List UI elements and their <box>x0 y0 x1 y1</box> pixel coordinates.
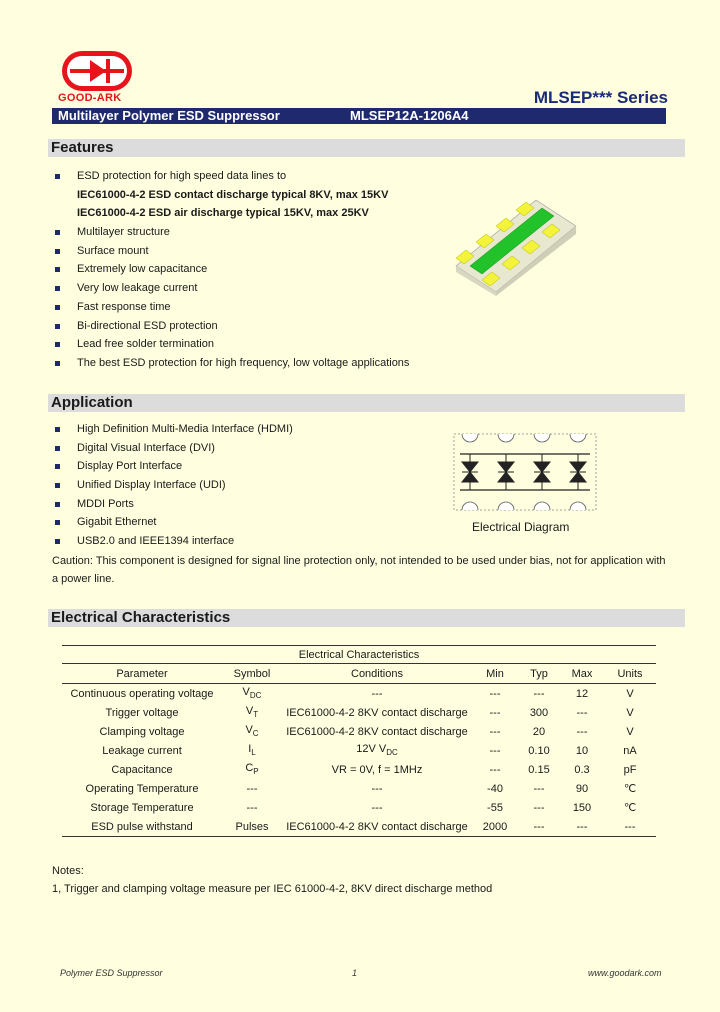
part-number: MLSEP12A-1206A4 <box>350 108 469 123</box>
table-cell: --- <box>489 706 501 719</box>
table-cell: V <box>626 687 634 700</box>
table-cell: 12 <box>575 687 589 700</box>
table-cell: IEC61000-4-2 8KV contact discharge <box>286 706 468 719</box>
bullet-icon <box>55 361 60 366</box>
table-cell: Continuous operating voltage <box>70 687 214 700</box>
footer-right: www.goodark.com <box>588 968 662 978</box>
feature-item: Surface mount <box>52 242 409 261</box>
table-row <box>62 703 656 722</box>
table-cell: --- <box>604 817 656 837</box>
table-cell: 12V $V_{DC}$ <box>356 743 398 758</box>
bullet-icon <box>55 249 60 254</box>
column-header: Symbol <box>222 664 282 684</box>
application-item: Unified Display Interface (UDI) <box>52 476 293 495</box>
table-caption: Electrical Characteristics <box>62 646 656 664</box>
column-header: Conditions <box>282 664 472 684</box>
table-cell: --- <box>576 706 588 719</box>
feature-item: IEC61000-4-2 ESD contact discharge typical 8KV, max 15KV <box>77 188 389 201</box>
table-cell: --- <box>371 801 383 814</box>
application-item: MDDI Ports <box>52 495 293 514</box>
feature-item: Very low leakage current <box>52 279 409 298</box>
feature-item: Multilayer structure <box>52 223 409 242</box>
table-cell: Trigger voltage <box>105 706 179 719</box>
feature-item: The best ESD protection for high frequency, low voltage applications <box>52 354 409 373</box>
bullet-icon <box>55 305 60 310</box>
electrical-diagram <box>452 432 598 512</box>
table-cell: --- <box>518 817 560 837</box>
column-header: Max <box>560 664 604 684</box>
table-cell: V <box>626 706 634 719</box>
table-cell: $V_{DC}$ <box>242 686 262 701</box>
table-cell: --- <box>371 687 383 700</box>
caution-text: Caution: This component is designed for signal line protection only, not intended to be used under bias, not for application with a power line. <box>52 555 666 585</box>
feature-item: IEC61000-4-2 ESD air discharge typical 15KV, max 25KV <box>77 207 369 220</box>
table-row <box>62 779 656 798</box>
bullet-icon <box>55 464 60 469</box>
table-cell: Pulses <box>222 817 282 837</box>
table-cell: --- <box>533 782 545 795</box>
features-heading: Features <box>48 139 685 157</box>
table-cell: $V_C$ <box>245 724 259 739</box>
table-cell: Storage Temperature <box>90 801 194 814</box>
column-header: Parameter <box>62 664 222 684</box>
feature-item: Extremely low capacitance <box>52 260 409 279</box>
table-cell: --- <box>533 801 545 814</box>
table-cell: IEC61000-4-2 8KV contact discharge <box>286 725 468 738</box>
logo-text: GOOD-ARK <box>58 92 122 104</box>
table-cell: ESD pulse withstand <box>62 817 222 837</box>
title-bar <box>52 108 666 124</box>
table-cell: --- <box>489 763 501 776</box>
application-list <box>52 420 293 551</box>
notes-heading: Notes: <box>52 865 84 877</box>
table-cell: --- <box>560 817 604 837</box>
application-item: Digital Visual Interface (DVI) <box>52 439 293 458</box>
table-cell: -40 <box>487 782 503 795</box>
series-title: MLSEP*** Series <box>533 88 668 107</box>
table-cell: V <box>626 725 634 738</box>
features-list <box>52 167 409 373</box>
table-cell: Operating Temperature <box>85 782 199 795</box>
table-row <box>62 798 656 817</box>
table-cell: 0.15 <box>528 763 550 776</box>
bullet-icon <box>55 174 60 179</box>
column-header: Min <box>472 664 518 684</box>
bullet-icon <box>55 539 60 544</box>
notes <box>52 862 492 898</box>
bullet-icon <box>55 427 60 432</box>
table-cell: Clamping voltage <box>99 725 185 738</box>
footer-page: 1 <box>352 968 358 978</box>
note-item: 1, Trigger and clamping voltage measure per IEC 61000-4-2, 8KV direct discharge method <box>52 883 493 895</box>
feature-item: Bi-directional ESD protection <box>52 317 409 336</box>
application-heading: Application <box>48 394 685 412</box>
table-cell: 90 <box>575 782 589 795</box>
table-cell: 300 <box>529 706 549 719</box>
electrical-heading: Electrical Characteristics <box>48 609 685 627</box>
feature-item: ESD protection for high speed data lines to <box>52 167 409 186</box>
bullet-icon <box>55 446 60 451</box>
table-cell: VR = 0V, f = 1MHz <box>331 763 423 776</box>
table-cell: -55 <box>487 801 503 814</box>
table-cell: --- <box>489 687 501 700</box>
table-header-row <box>62 664 656 684</box>
table-cell: 20 <box>532 725 546 738</box>
diagram-caption: Electrical Diagram <box>472 520 570 534</box>
feature-item: Fast response time <box>52 298 409 317</box>
table-cell: --- <box>489 725 501 738</box>
bullet-icon <box>55 286 60 291</box>
bullet-icon <box>55 483 60 488</box>
table-row <box>62 741 656 760</box>
table-cell: --- <box>246 801 258 814</box>
product-title: Multilayer Polymer ESD Suppressor <box>58 108 280 123</box>
table-cell: $C_P$ <box>245 762 259 777</box>
table-cell: Capacitance <box>111 763 173 776</box>
table-cell: 2000 <box>472 817 518 837</box>
table-cell: --- <box>489 744 501 757</box>
column-header: Typ <box>518 664 560 684</box>
table-cell: ℃ <box>623 783 637 795</box>
table-cell: 0.10 <box>528 744 550 757</box>
table-cell: nA <box>623 744 637 757</box>
application-item: High Definition Multi-Media Interface (HDMI) <box>52 420 293 439</box>
table-cell: --- <box>371 782 383 795</box>
table-cell: IEC61000-4-2 8KV contact discharge <box>282 817 472 837</box>
table-row <box>62 684 656 704</box>
table-cell: 0.3 <box>574 763 590 776</box>
table-cell: Leakage current <box>102 744 182 757</box>
electrical-table <box>62 645 656 837</box>
table-cell: --- <box>576 725 588 738</box>
table-cell: $V_T$ <box>245 705 259 720</box>
table-row <box>62 817 656 837</box>
table-cell: 10 <box>575 744 589 757</box>
application-item: Display Port Interface <box>52 457 293 476</box>
table-cell: --- <box>246 782 258 795</box>
bullet-icon <box>55 230 60 235</box>
application-item: Gigabit Ethernet <box>52 513 293 532</box>
table-cell: pF <box>623 763 637 776</box>
table-row <box>62 760 656 779</box>
table-cell: ℃ <box>623 802 637 814</box>
bullet-icon <box>55 502 60 507</box>
company-logo <box>60 48 134 94</box>
feature-item: Lead free solder termination <box>52 335 409 354</box>
table-cell: 150 <box>572 801 592 814</box>
bullet-icon <box>55 324 60 329</box>
table-cell: --- <box>533 687 545 700</box>
column-header: Units <box>604 664 656 684</box>
table-row <box>62 722 656 741</box>
bullet-icon <box>55 520 60 525</box>
bullet-icon <box>55 267 60 272</box>
footer-left: Polymer ESD Suppressor <box>60 968 163 978</box>
application-item: USB2.0 and IEEE1394 interface <box>52 532 293 551</box>
table-cell: $I_L$ <box>248 743 256 758</box>
chip-illustration <box>452 196 584 296</box>
bullet-icon <box>55 342 60 347</box>
